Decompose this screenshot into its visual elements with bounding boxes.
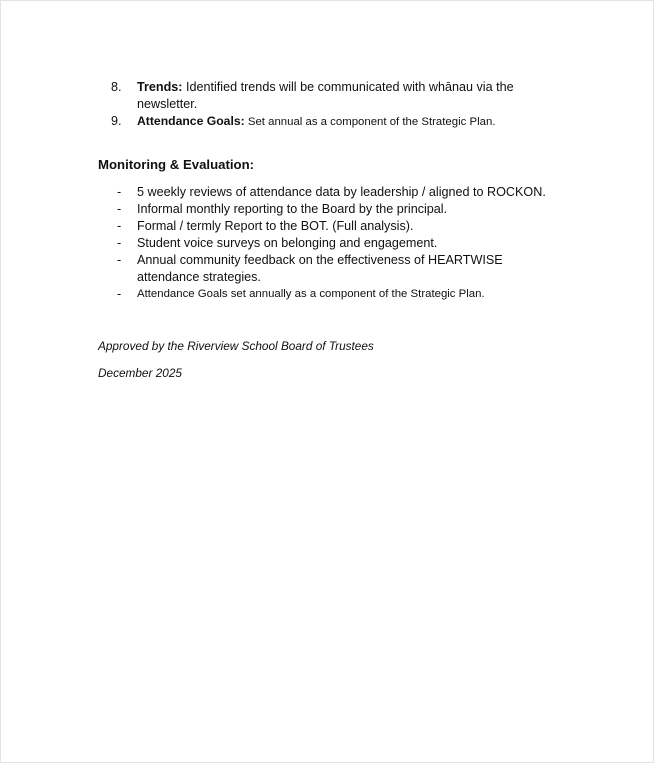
bullet-text: Formal / termly Report to the BOT. (Full analysis). xyxy=(137,219,414,233)
bullet-dash: - xyxy=(117,287,122,301)
bullet-dash: - xyxy=(117,253,122,267)
bullet-dash: - xyxy=(117,202,122,216)
list-item-term: Attendance Goals: xyxy=(137,114,245,128)
list-number: 8. xyxy=(111,80,122,94)
list-item-text: Identified trends will be communicated with whānau via the newsletter. xyxy=(137,80,514,111)
list-item-body xyxy=(137,79,547,113)
bullet-dash: - xyxy=(117,236,122,250)
bullet-text: 5 weekly reviews of attendance data by leadership / aligned to ROCKON. xyxy=(137,185,546,199)
list-item-text: Set annual as a component of the Strategic Plan. xyxy=(247,116,496,128)
section-heading-monitoring: Monitoring & Evaluation: xyxy=(98,157,255,172)
list-item-term: Trends: xyxy=(137,80,183,94)
list-item-body xyxy=(137,113,547,131)
bullet-text: Attendance Goals set annually as a component of the Strategic Plan. xyxy=(137,288,485,300)
bullet-text: Student voice surveys on belonging and engagement. xyxy=(137,236,438,250)
approval-date: December 2025 xyxy=(98,366,182,380)
bullet-dash: - xyxy=(117,185,122,199)
list-number: 9. xyxy=(111,114,122,128)
approval-statement: Approved by the Riverview School Board of Trustees xyxy=(98,339,374,353)
bullet-text: Annual community feedback on the effectiveness of HEARTWISE attendance strategies. xyxy=(137,253,503,284)
bullet-dash: - xyxy=(117,219,122,233)
bullet-text: Informal monthly reporting to the Board by the principal. xyxy=(137,202,448,216)
